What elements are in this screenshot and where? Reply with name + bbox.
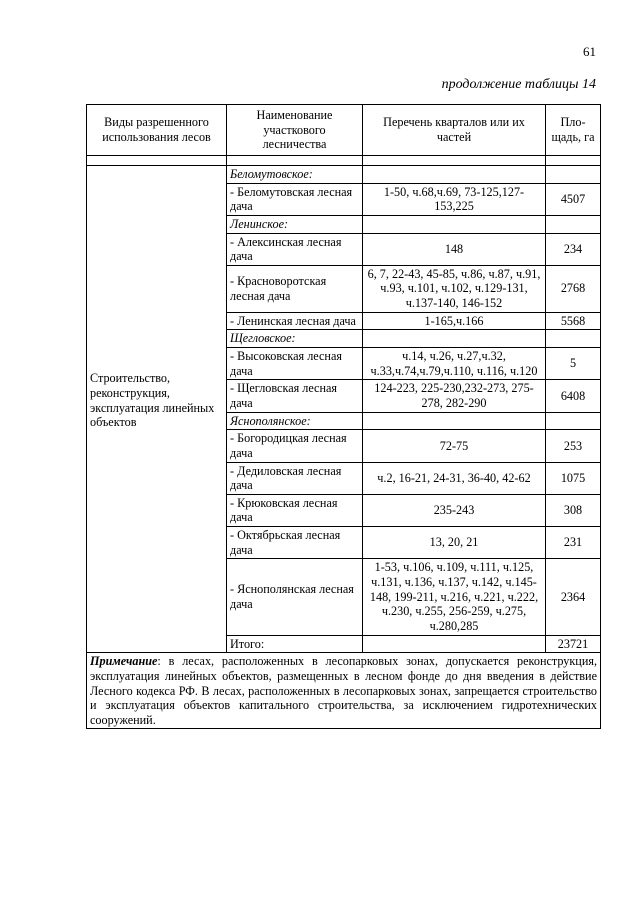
- use-type-cell: Строительство, реконструкция, эксплуатация линейных объектов: [87, 166, 227, 636]
- total-row: [87, 635, 601, 653]
- total-value: 23721: [546, 635, 601, 653]
- forestry-group-name: Яснополянское:: [227, 412, 363, 430]
- forest-dacha-name: - Красноворотская лесная дача: [227, 265, 363, 312]
- table-continuation-label: продолжение таблицы 14: [441, 77, 596, 92]
- area-value: 6408: [546, 380, 601, 412]
- area-value: 4507: [546, 183, 601, 215]
- header-area: Пло-щадь, га: [546, 105, 601, 156]
- area-value: 5568: [546, 312, 601, 330]
- quarters-list: 124-223, 225-230,232-273, 275-278, 282-290: [363, 380, 546, 412]
- quarters-list: 235-243: [363, 494, 546, 526]
- area-value: 5: [546, 348, 601, 380]
- note-label: Примечание: [90, 654, 158, 669]
- group-empty-area: [546, 166, 601, 184]
- spacer-row: [87, 156, 601, 166]
- group-empty-quarters: [363, 330, 546, 348]
- forest-dacha-name: - Богородицкая лесная дача: [227, 430, 363, 462]
- header-quarters: Перечень кварталов или их частей: [363, 105, 546, 156]
- table-header-row: [87, 105, 601, 156]
- note-text: : в лесах, расположенных в лесопарковых зонах, допускается реконструкция, эксплуатация линейных объектов, размещенных в лесном фонде до дня введения в действие Лесного кодекса РФ. В лесах, расположенных в лесопарковых зонах, запрещается строительство и эксплуатация объектов капитального строительства, за исключением гидротехнических сооружений.: [90, 654, 597, 727]
- total-empty-cell: [87, 635, 227, 653]
- group-empty-quarters: [363, 215, 546, 233]
- quarters-list: 1-50, ч.68,ч.69, 73-125,127-153,225: [363, 183, 546, 215]
- area-value: 231: [546, 527, 601, 559]
- forest-dacha-name: - Беломутовская лесная дача: [227, 183, 363, 215]
- quarters-list: 1-53, ч.106, ч.109, ч.111, ч.125, ч.131, ч.136, ч.137, ч.142, ч.145-148, 199-211, ч.216, ч.221, ч.222, ч.230, ч.255, 256-259, ч.275, ч.280,285: [363, 559, 546, 635]
- note-cell: [87, 653, 601, 729]
- forest-dacha-name: - Октябрьская лесная дача: [227, 527, 363, 559]
- note-row: [87, 653, 601, 729]
- group-empty-quarters: [363, 166, 546, 184]
- quarters-list: 148: [363, 233, 546, 265]
- area-value: 2768: [546, 265, 601, 312]
- quarters-list: ч.14, ч.26, ч.27,ч.32, ч.33,ч.74,ч.79,ч.110, ч.116, ч.120: [363, 348, 546, 380]
- header-use-type: Виды разрешенного использования лесов: [87, 105, 227, 156]
- forest-dacha-name: - Дедиловская лесная дача: [227, 462, 363, 494]
- quarters-list: 1-165,ч.166: [363, 312, 546, 330]
- header-forestry-name: Наименование участкового лесничества: [227, 105, 363, 156]
- group-empty-area: [546, 330, 601, 348]
- quarters-list: 72-75: [363, 430, 546, 462]
- area-value: 253: [546, 430, 601, 462]
- quarters-list: ч.2, 16-21, 24-31, 36-40, 42-62: [363, 462, 546, 494]
- group-empty-area: [546, 412, 601, 430]
- forest-dacha-name: - Щегловская лесная дача: [227, 380, 363, 412]
- total-label: Итого:: [227, 635, 363, 653]
- forest-dacha-name: - Яснополянская лесная дача: [227, 559, 363, 635]
- area-value: 1075: [546, 462, 601, 494]
- quarters-list: 6, 7, 22-43, 45-85, ч.86, ч.87, ч.91, ч.93, ч.101, ч.102, ч.129-131, ч.137-140, 146-152: [363, 265, 546, 312]
- area-value: 2364: [546, 559, 601, 635]
- group-empty-quarters: [363, 412, 546, 430]
- forest-dacha-name: - Крюковская лесная дача: [227, 494, 363, 526]
- forest-dacha-name: - Алексинская лесная дача: [227, 233, 363, 265]
- total-empty-quarters: [363, 635, 546, 653]
- page-number: 61: [583, 44, 596, 59]
- forestry-group-name: Ленинское:: [227, 215, 363, 233]
- forest-dacha-name: - Ленинская лесная дача: [227, 312, 363, 330]
- area-value: 308: [546, 494, 601, 526]
- group-row: [87, 166, 601, 184]
- group-empty-area: [546, 215, 601, 233]
- forestry-group-name: Беломутовское:: [227, 166, 363, 184]
- area-value: 234: [546, 233, 601, 265]
- forestry-group-name: Щегловское:: [227, 330, 363, 348]
- table-body: [87, 156, 601, 636]
- quarters-list: 13, 20, 21: [363, 527, 546, 559]
- forest-dacha-name: - Высоковская лесная дача: [227, 348, 363, 380]
- forest-use-table: [86, 104, 601, 729]
